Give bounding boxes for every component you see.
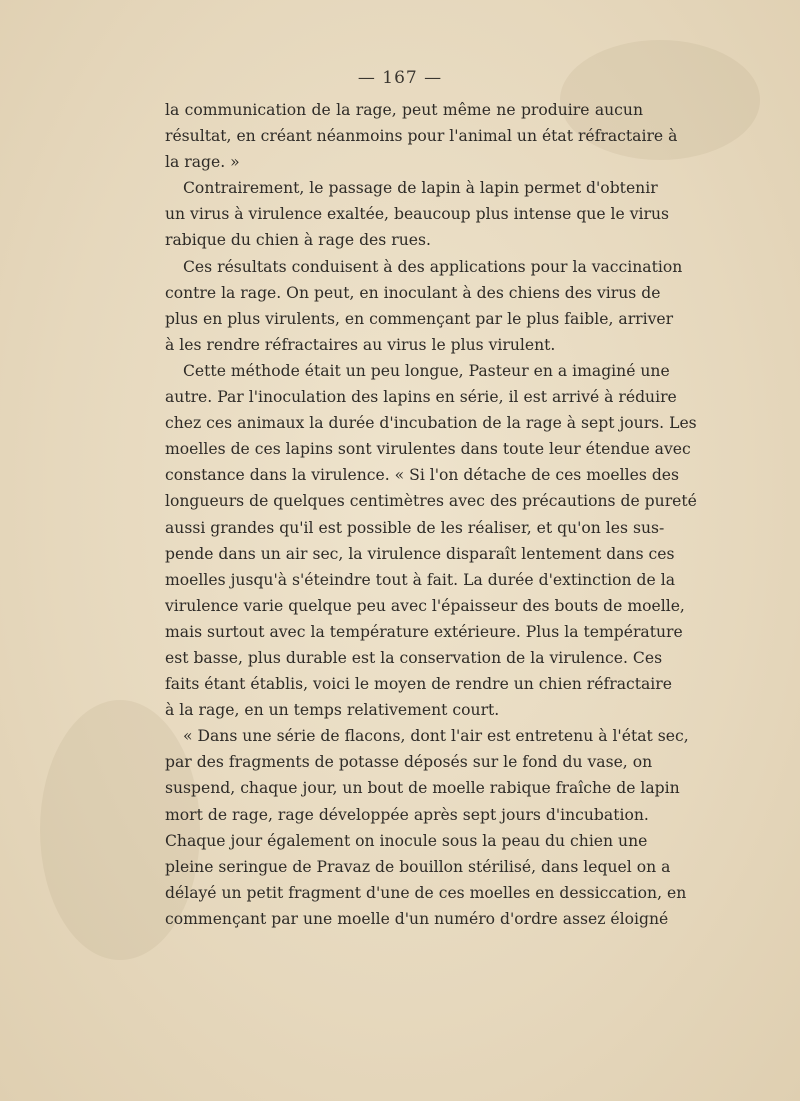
text-line: constance dans la virulence. « Si l'on détache de ces moelles des [165, 466, 680, 485]
text-line: est basse, plus durable est la conservation de la virulence. Ces [165, 648, 663, 667]
text-line: Ces résultats conduisent à des applications pour la vaccination [183, 257, 683, 276]
text-line: rabique du chien à rage des rues. [165, 231, 431, 250]
text-line: « Dans une série de flacons, dont l'air est entretenu à l'état sec, [183, 727, 689, 746]
text-line: à la rage, en un temps relativement court. [165, 701, 500, 720]
text-line: à les rendre réfractaires au virus le plus virulent. [165, 335, 556, 354]
text-line: faits étant établis, voici le moyen de rendre un chien réfractaire [165, 675, 672, 694]
text-line: contre la rage. On peut, en inoculant à des chiens des virus de [165, 283, 661, 302]
text-line: aussi grandes qu'il est possible de les réaliser, et qu'on les sus- [165, 518, 665, 537]
text-line: résultat, en créant néanmoins pour l'animal un état réfractaire à [165, 127, 678, 146]
text-line: par des fragments de potasse déposés sur le fond du vase, on [165, 753, 653, 772]
text-line: virulence varie quelque peu avec l'épaisseur des bouts de moelle, [165, 596, 685, 615]
text-line: commençant par une moelle d'un numéro d'ordre assez éloigné [165, 909, 669, 928]
text-line: mort de rage, rage développée après sept jours d'incubation. [165, 805, 649, 824]
text-line: un virus à virulence exaltée, beaucoup plus intense que le virus [165, 205, 670, 224]
text-line: pende dans un air sec, la virulence disparaît lentement dans ces [165, 544, 675, 563]
page-number: — 167 — [357, 68, 443, 88]
text-line: mais surtout avec la température extérieure. Plus la température [165, 622, 683, 641]
body-text [165, 97, 697, 932]
text-line: pleine seringue de Pravaz de bouillon stérilisé, dans lequel on a [165, 857, 671, 876]
text-line: la communication de la rage, peut même ne produire aucun [165, 101, 643, 119]
text-line: Cette méthode était un peu longue, Pasteur en a imaginé une [183, 361, 670, 380]
text-line: la rage. » [165, 153, 240, 172]
text-line: Chaque jour également on inocule sous la peau du chien une [165, 831, 648, 850]
text-line: moelles jusqu'à s'éteindre tout à fait. La durée d'extinction de la [165, 570, 676, 589]
text-line: délayé un petit fragment d'une de ces moelles en dessiccation, en [165, 883, 687, 902]
text-line: longueurs de quelques centimètres avec des précautions de pureté [165, 492, 697, 511]
text-line: plus en plus virulents, en commençant par le plus faible, arriver [165, 309, 674, 328]
text-line: chez ces animaux la durée d'incubation de la rage à sept jours. Les [165, 414, 697, 433]
text-line: Contrairement, le passage de lapin à lapin permet d'obtenir [183, 179, 658, 198]
text-line: autre. Par l'inoculation des lapins en série, il est arrivé à réduire [165, 388, 677, 407]
text-line: moelles de ces lapins sont virulentes dans toute leur étendue avec [165, 440, 691, 459]
text-line: suspend, chaque jour, un bout de moelle rabique fraîche de lapin [165, 779, 680, 798]
